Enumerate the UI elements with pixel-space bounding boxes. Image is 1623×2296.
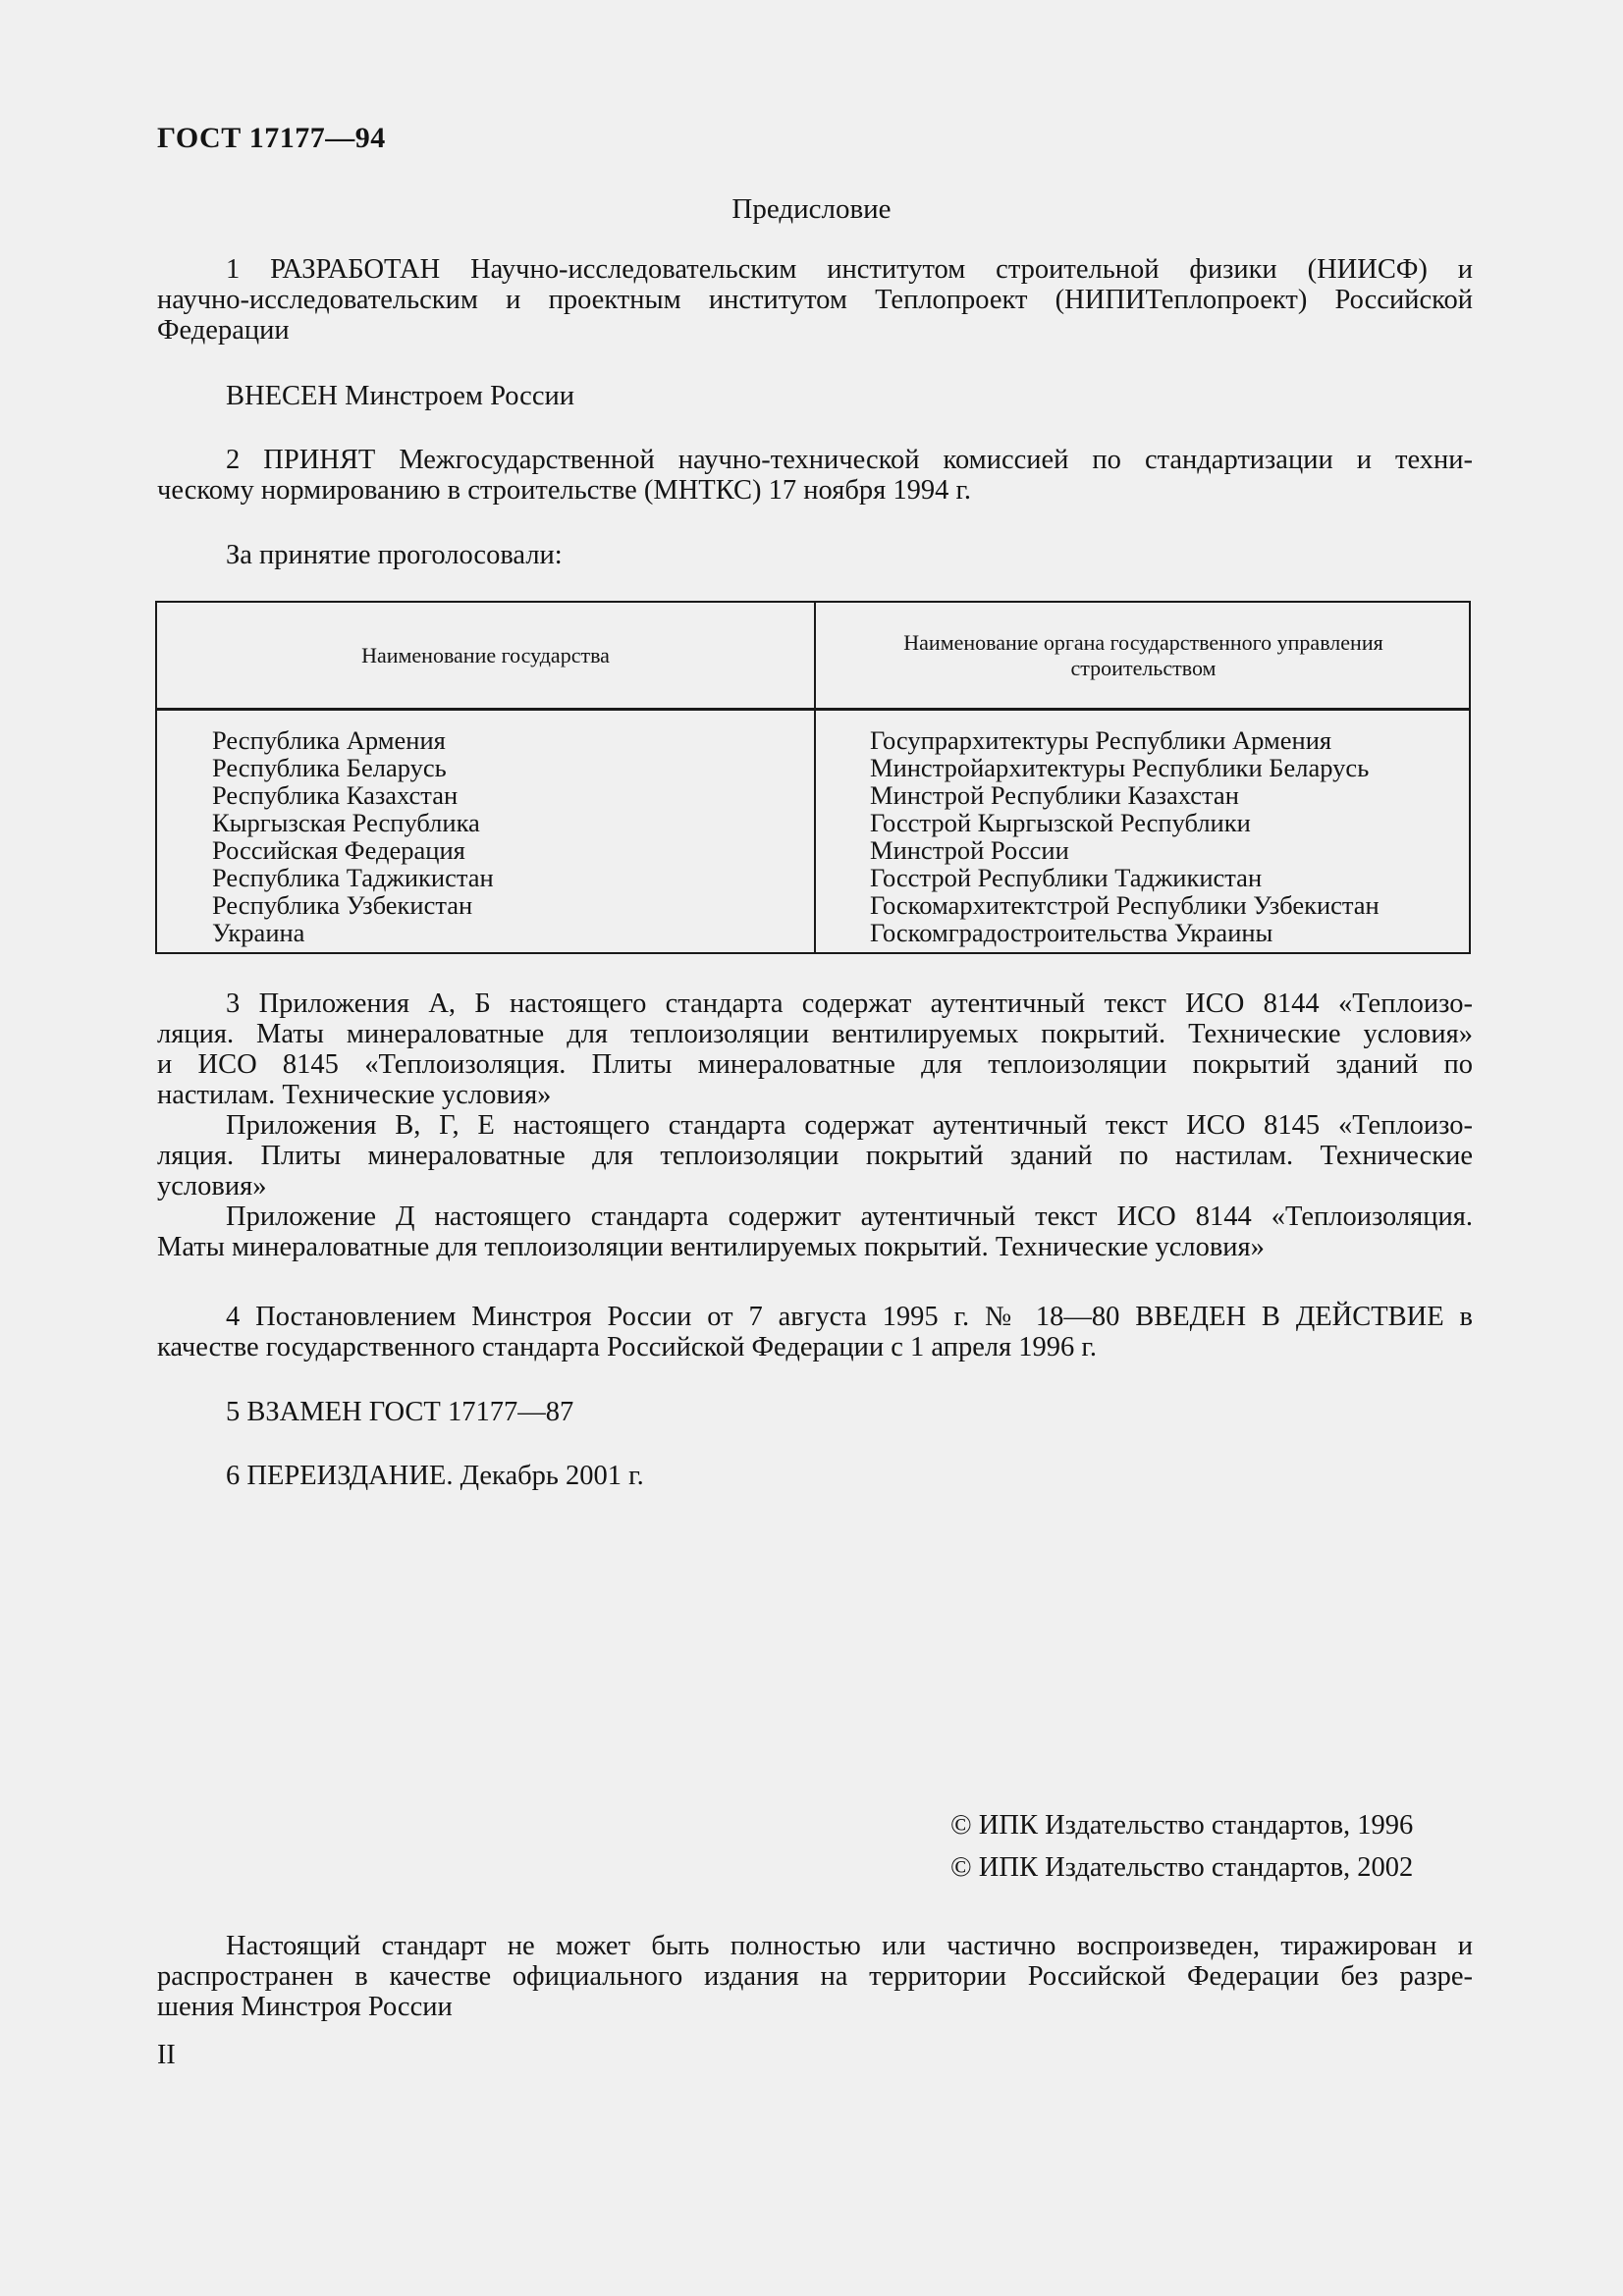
section-3b-line: условия» [157, 1171, 267, 1201]
table-header-state [157, 603, 814, 708]
section-3-line: настилам. Технические условия» [157, 1080, 552, 1110]
section-6 [157, 1461, 1473, 1491]
section-1-line: 1 РАЗРАБОТАН Научно-исследовательским институтом строительной физики (НИИСФ) и [226, 254, 1473, 285]
table-cell-authority: Госстрой Республики Таджикистан [870, 863, 1263, 892]
section-3b-line: ляция. Плиты минераловатные для теплоизоляции покрытий зданий по настилам. Технические [157, 1141, 1473, 1171]
table-cell-state: Украина [212, 918, 305, 947]
section-2 [157, 445, 1473, 506]
table-cell-authority: Минстройархитектуры Республики Беларусь [870, 753, 1370, 782]
copyright-2002: © ИПК Издательство стандартов, 2002 [950, 1852, 1414, 1883]
table-header-authority-line: Наименование органа государственного управления [903, 629, 1383, 655]
table-cell-state: Республика Беларусь [212, 753, 447, 782]
table-cell-authority: Минстрой Республики Казахстан [870, 780, 1239, 810]
voting-intro [157, 540, 1473, 570]
section-1-submitted-text: ВНЕСЕН Минстроем России [226, 381, 574, 411]
section-3c-line: Приложение Д настоящего стандарта содержит аутентичный текст ИСО 8144 «Теплоизоляция. [226, 1201, 1473, 1232]
section-1-line: Федерации [157, 315, 290, 346]
section-5-text: 5 ВЗАМЕН ГОСТ 17177—87 [226, 1397, 574, 1427]
section-3b-line: Приложения В, Г, Е настоящего стандарта содержат аутентичный текст ИСО 8145 «Теплоизо- [226, 1110, 1473, 1141]
page-number: II [157, 2040, 176, 2070]
section-3-line: 3 Приложения А, Б настоящего стандарта содержат аутентичный текст ИСО 8144 «Теплоизо- [226, 988, 1473, 1019]
table-column-authorities [870, 726, 1459, 946]
section-1-line: научно-исследовательским и проектным институтом Теплопроект (НИПИТеплопроект) Российской [157, 285, 1473, 315]
section-2-line: ческому нормированию в строительстве (МНТКС) 17 ноября 1994 г. [157, 475, 972, 506]
table-cell-state: Кыргызская Республика [212, 808, 480, 837]
table-cell-state: Республика Казахстан [212, 780, 459, 810]
table-cell-authority: Госупрархитектуры Республики Армения [870, 725, 1332, 755]
table-header-state-label: Наименование государства [361, 642, 610, 667]
section-3-line: и ИСО 8145 «Теплоизоляция. Плиты минераловатные для теплоизоляции покрытий зданий по [157, 1049, 1473, 1080]
section-6-text: 6 ПЕРЕИЗДАНИЕ. Декабрь 2001 г. [226, 1461, 644, 1491]
table-header-authority-line: строительством [1070, 655, 1217, 680]
voting-intro-text: За принятие проголосовали: [226, 540, 563, 570]
document-code: ГОСТ 17177—94 [157, 122, 386, 154]
table-cell-state: Республика Узбекистан [212, 890, 473, 920]
section-3c-line: Маты минераловатные для теплоизоляции вентилируемых покрытий. Технические условия» [157, 1232, 1265, 1262]
notice-line: распространен в качестве официального издания на территории Российской Федерации без разре- [157, 1961, 1473, 1992]
page-title: Предисловие [731, 193, 892, 225]
table-cell-state: Республика Армения [212, 725, 446, 755]
table-cell-authority: Госкомархитектстрой Республики Узбекистан [870, 890, 1380, 920]
table-header-authority [816, 603, 1471, 708]
section-2-line: 2 ПРИНЯТ Межгосударственной научно-технической комиссией по стандартизации и техни- [226, 445, 1473, 475]
section-4-line: 4 Постановлением Минстроя России от 7 августа 1995 г. № 18—80 ВВЕДЕН В ДЕЙСТВИЕ в [226, 1302, 1473, 1332]
notice-line: шения Минстроя России [157, 1992, 453, 2022]
notice-line: Настоящий стандарт не может быть полностью или частично воспроизведен, тиражирован и [226, 1931, 1473, 1961]
reproduction-notice [157, 1931, 1473, 2022]
table-cell-authority: Госкомградостроительства Украины [870, 918, 1273, 947]
section-1-submitted [157, 381, 1473, 411]
section-5 [157, 1397, 1473, 1427]
section-1 [157, 254, 1473, 346]
section-4 [157, 1302, 1473, 1362]
section-3 [157, 988, 1473, 1262]
table-cell-authority: Госстрой Кыргызской Республики [870, 808, 1251, 837]
section-4-line: качестве государственного стандарта Российской Федерации с 1 апреля 1996 г. [157, 1332, 1098, 1362]
section-3-line: ляция. Маты минераловатные для теплоизоляции вентилируемых покрытий. Технические условия» [157, 1019, 1473, 1049]
table-cell-authority: Минстрой России [870, 835, 1069, 865]
table-cell-state: Республика Таджикистан [212, 863, 494, 892]
table-cell-state: Российская Федерация [212, 835, 465, 865]
table-header-divider [157, 708, 1469, 711]
voting-table [155, 601, 1471, 954]
copyright-1996: © ИПК Издательство стандартов, 1996 [950, 1810, 1414, 1841]
table-column-states [212, 726, 801, 946]
